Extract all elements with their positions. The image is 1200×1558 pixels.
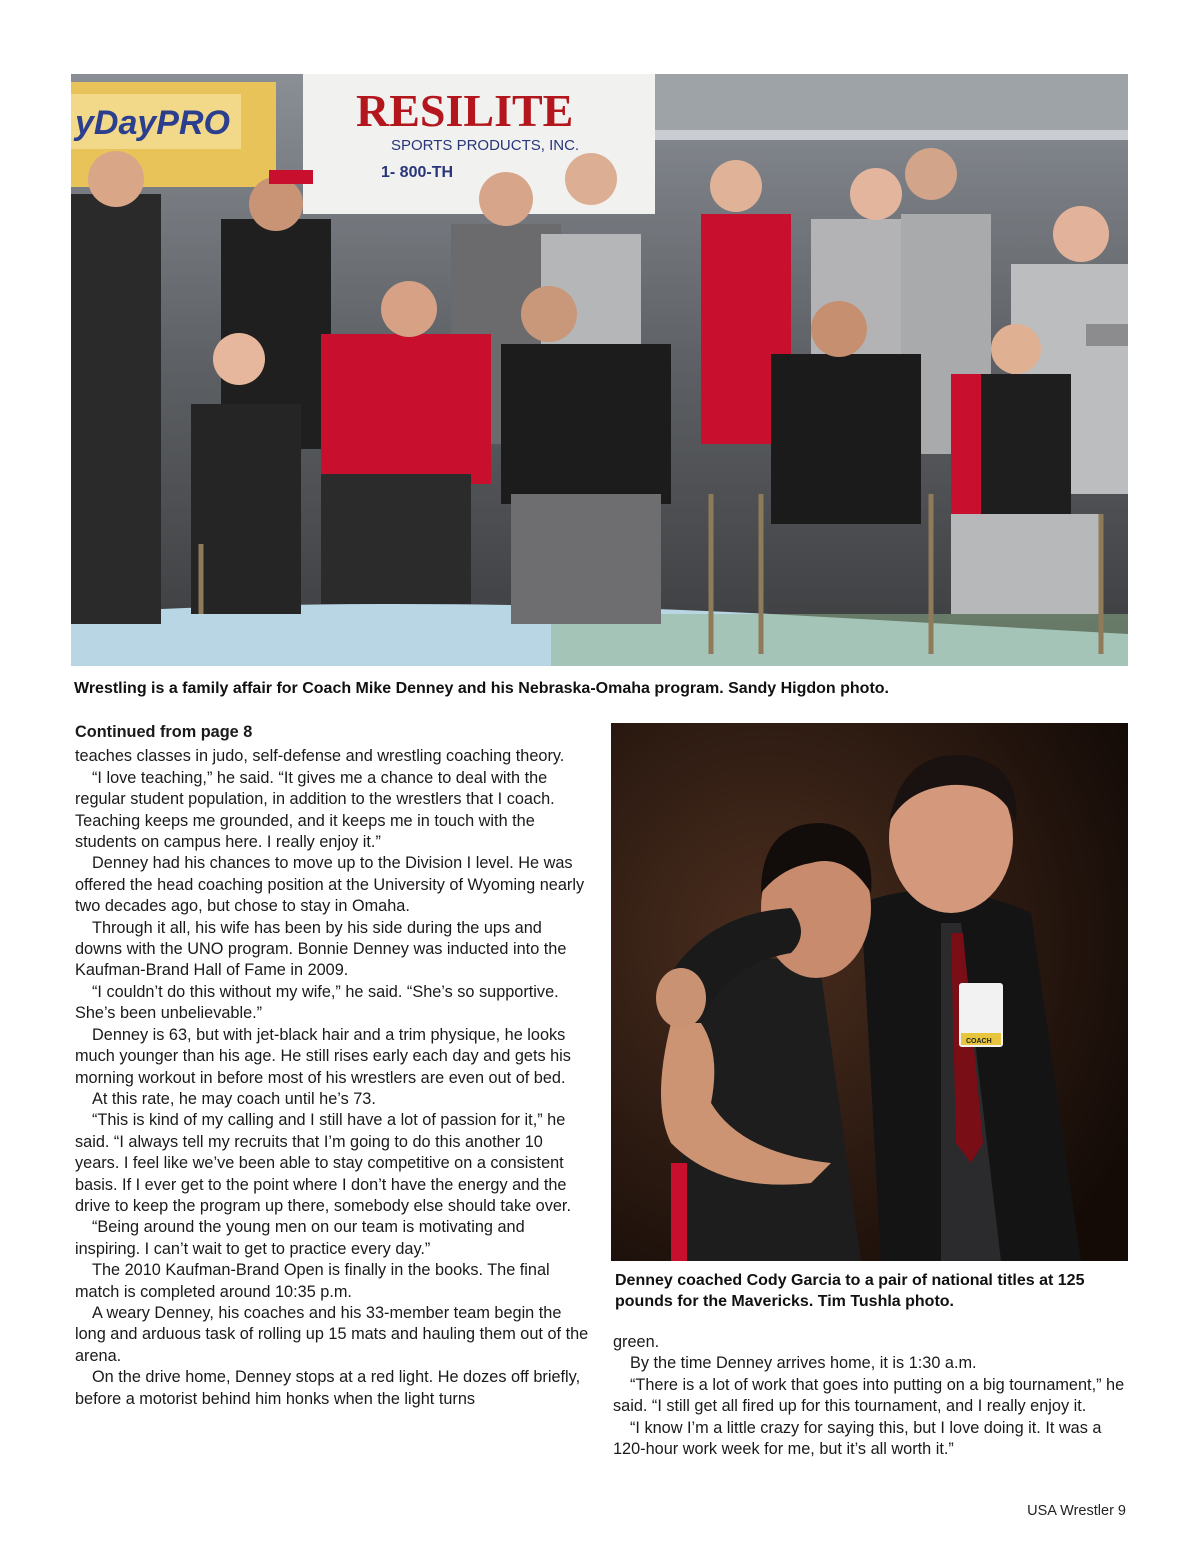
photo-caption-right: Denney coached Cody Garcia to a pair of national titles at 125 pounds for the Mavericks. Tim Tushla photo.	[615, 1272, 1085, 1310]
article-column-right	[613, 1332, 1131, 1460]
paragraph: A weary Denney, his coaches and his 33-member team begin the long and arduous task of rolling up 15 mats and hauling them out of the arena.	[75, 1303, 589, 1365]
svg-text:SPORTS PRODUCTS, INC.: SPORTS PRODUCTS, INC.	[391, 137, 580, 154]
photo-caption-top: Wrestling is a family affair for Coach Mike Denney and his Nebraska-Omaha program. Sandy Higdon photo.	[74, 680, 889, 697]
paragraph: The 2010 Kaufman-Brand Open is finally in the books. The final match is completed around 10:35 p.m.	[75, 1261, 550, 1301]
paragraph: green.	[613, 1333, 660, 1351]
paragraph: Denney had his chances to move up to the Division I level. He was offered the head coaching position at the University of Wyoming nearly two decades ago, but chose to stay in Omaha.	[75, 854, 585, 916]
coach-and-wrestler-photo	[611, 723, 1128, 1261]
paragraph: teaches classes in judo, self-defense and wrestling coaching theory.	[75, 747, 565, 766]
svg-text:COACH: COACH	[966, 1038, 992, 1045]
paragraph: “I know I’m a little crazy for saying this, but I love doing it. It was a 120-hour work week for me, but it’s all worth it.”	[613, 1418, 1102, 1459]
team-bench-photo	[71, 74, 1128, 666]
paragraph: “There is a lot of work that goes into putting on a big tournament,” he said. “I still get all fired up for this tournament, and I really enjoy it.	[613, 1375, 1125, 1416]
svg-text:1- 800-TH: 1- 800-TH	[381, 164, 454, 181]
paragraph: “I love teaching,” he said. “It gives me a chance to deal with the regular student population, in addition to the wrestlers that I coach. Teaching keeps me grounded, and it keeps me in touch with the students on campus here. I really enjoy it.”	[75, 768, 555, 852]
paragraph: “Being around the young men on our team is motivating and inspiring. I can’t wait to get to practice every day.”	[75, 1218, 525, 1258]
paragraph: “This is kind of my calling and I still have a lot of passion for it,” he said. “I always tell my recruits that I’m going to do this another 10 years. I feel like we’ve been able to stay competitive on a consistent basis. If I ever get to the point where I don’t have the energy and the drive to keep the program up there, somebody else should take over.	[75, 1111, 571, 1215]
paragraph: “I couldn’t do this without my wife,” he said. “She’s so supportive. She’s been unbelievable.”	[75, 982, 559, 1023]
paragraph: On the drive home, Denney stops at a red light. He dozes off briefly, before a motorist behind him honks when the light turns	[75, 1368, 581, 1408]
paragraph: Denney is 63, but with jet-black hair and a trim physique, he looks much younger than his age. He still rises early each day and gets his morning workout in before most of his wrestlers are even out of bed.	[75, 1025, 571, 1087]
paragraph: At this rate, he may coach until he’s 73.	[92, 1089, 376, 1108]
paragraph: By the time Denney arrives home, it is 1:30 a.m.	[630, 1354, 977, 1373]
page-folio: USA Wrestler 9	[1027, 1503, 1126, 1519]
continued-from-label: Continued from page 8	[75, 723, 253, 741]
paragraph: Through it all, his wife has been by his side during the ups and downs with the UNO program. Bonnie Denney was inducted into the Kaufman-Brand Hall of Fame in 2009.	[75, 918, 567, 980]
article-column-left	[75, 722, 589, 1410]
svg-text:yDayPRO: yDayPRO	[75, 104, 230, 142]
svg-text:RESILITE: RESILITE	[356, 85, 574, 136]
